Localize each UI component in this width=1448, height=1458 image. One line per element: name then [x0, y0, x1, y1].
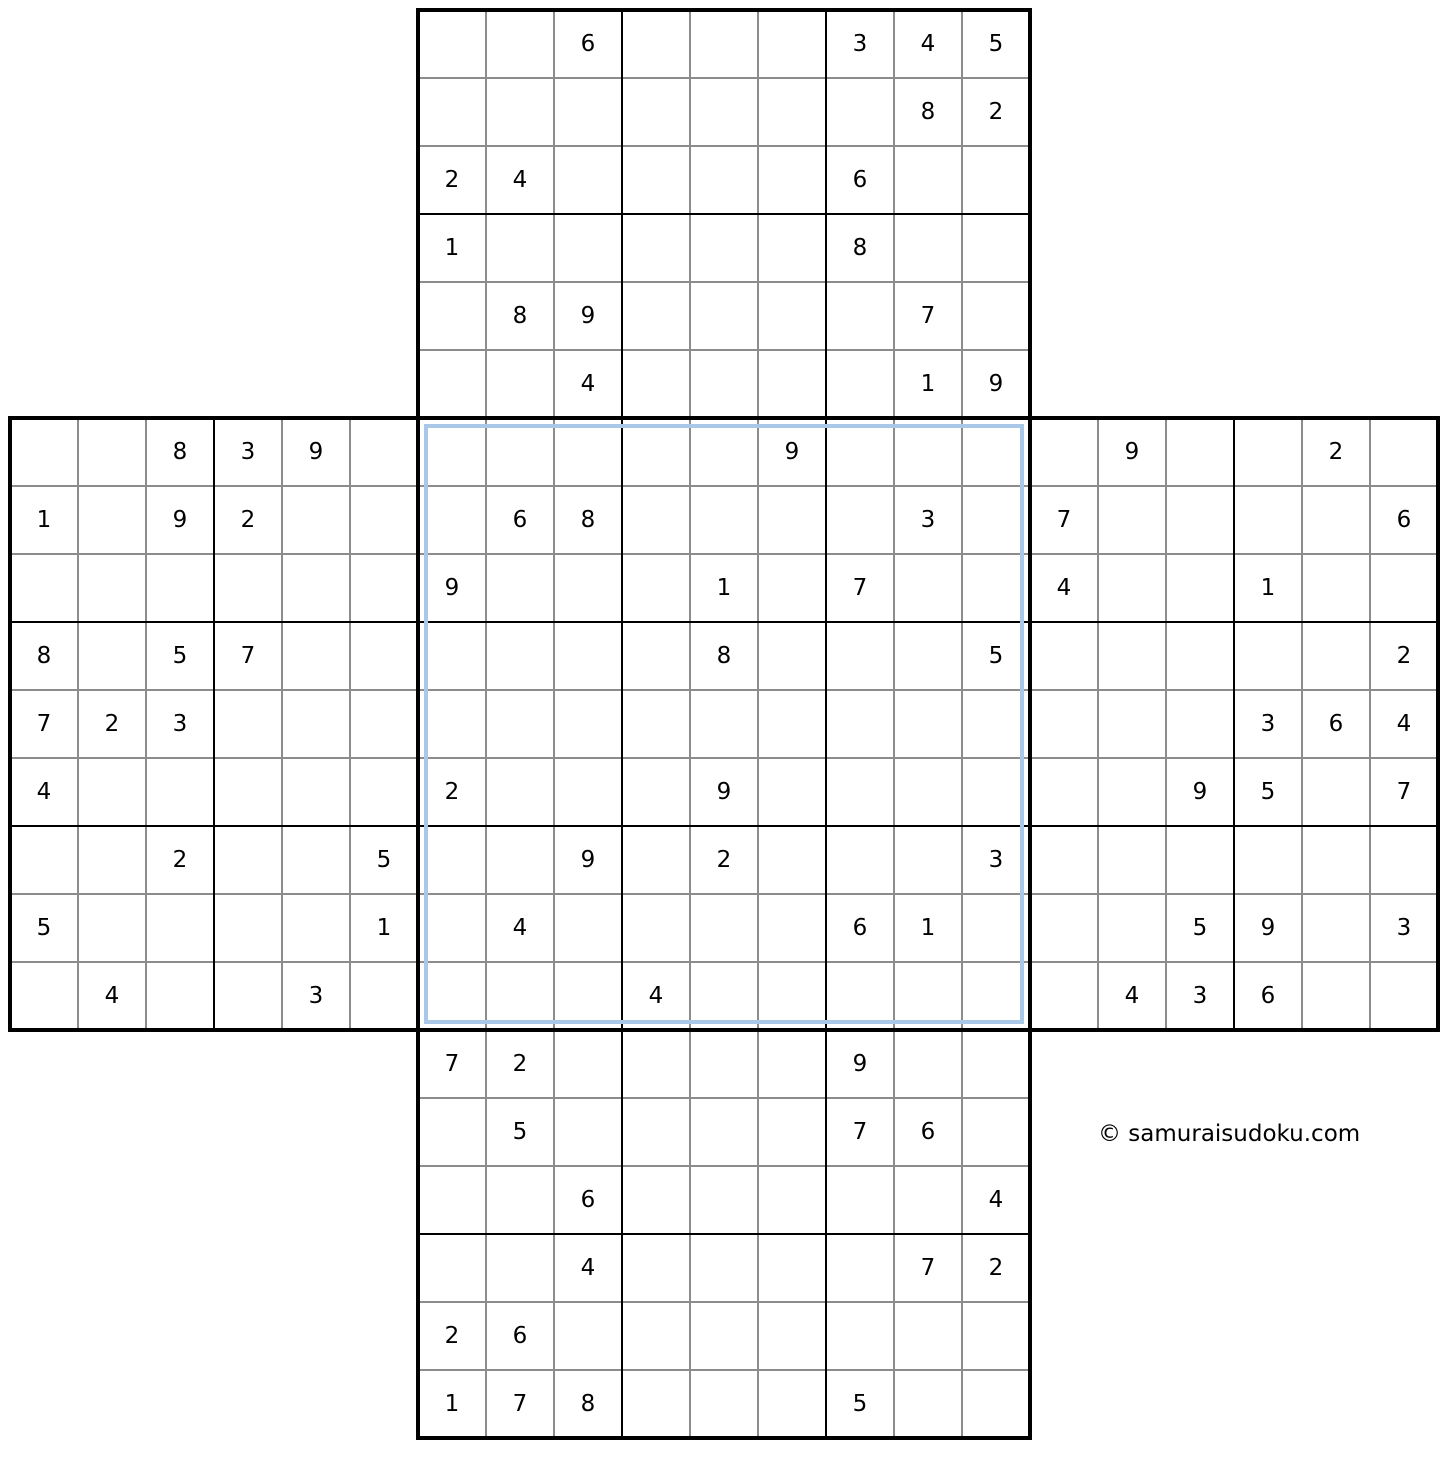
sudoku-cell[interactable]	[622, 282, 690, 350]
sudoku-cell[interactable]: 4	[962, 1166, 1030, 1234]
sudoku-cell[interactable]	[418, 10, 486, 78]
sudoku-cell[interactable]	[1302, 758, 1370, 826]
sudoku-cell[interactable]	[146, 894, 214, 962]
sudoku-cell[interactable]: 2	[1302, 418, 1370, 486]
sudoku-cell[interactable]	[78, 826, 146, 894]
sudoku-cell[interactable]: 3	[962, 826, 1030, 894]
sudoku-cell[interactable]	[962, 214, 1030, 282]
sudoku-cell[interactable]	[554, 894, 622, 962]
sudoku-cell[interactable]	[282, 826, 350, 894]
sudoku-cell[interactable]: 6	[1302, 690, 1370, 758]
sudoku-cell[interactable]	[1098, 826, 1166, 894]
sudoku-cell[interactable]: 7	[826, 554, 894, 622]
sudoku-cell[interactable]	[962, 894, 1030, 962]
sudoku-cell[interactable]	[418, 622, 486, 690]
sudoku-cell[interactable]	[622, 418, 690, 486]
sudoku-cell[interactable]	[758, 1166, 826, 1234]
sudoku-cell[interactable]: 3	[1234, 690, 1302, 758]
sudoku-cell[interactable]	[418, 1098, 486, 1166]
sudoku-cell[interactable]	[826, 690, 894, 758]
sudoku-cell[interactable]	[1302, 894, 1370, 962]
sudoku-cell[interactable]	[1030, 690, 1098, 758]
sudoku-cell[interactable]: 3	[146, 690, 214, 758]
sudoku-cell[interactable]: 2	[418, 758, 486, 826]
sudoku-cell[interactable]	[622, 1234, 690, 1302]
sudoku-cell[interactable]: 4	[622, 962, 690, 1030]
sudoku-cell[interactable]	[1166, 690, 1234, 758]
sudoku-cell[interactable]	[146, 758, 214, 826]
sudoku-cell[interactable]	[214, 690, 282, 758]
sudoku-cell[interactable]	[758, 214, 826, 282]
sudoku-cell[interactable]: 1	[418, 214, 486, 282]
sudoku-cell[interactable]	[1098, 894, 1166, 962]
sudoku-cell[interactable]	[690, 894, 758, 962]
sudoku-cell[interactable]	[1166, 486, 1234, 554]
sudoku-cell[interactable]	[894, 554, 962, 622]
sudoku-cell[interactable]	[214, 894, 282, 962]
sudoku-cell[interactable]	[690, 146, 758, 214]
sudoku-cell[interactable]: 3	[1370, 894, 1438, 962]
sudoku-cell[interactable]	[78, 758, 146, 826]
sudoku-cell[interactable]	[1166, 418, 1234, 486]
sudoku-cell[interactable]	[486, 1166, 554, 1234]
sudoku-cell[interactable]	[1166, 826, 1234, 894]
sudoku-cell[interactable]	[1234, 622, 1302, 690]
sudoku-cell[interactable]: 7	[1370, 758, 1438, 826]
sudoku-cell[interactable]: 4	[78, 962, 146, 1030]
sudoku-cell[interactable]	[894, 962, 962, 1030]
sudoku-cell[interactable]	[962, 1370, 1030, 1438]
sudoku-cell[interactable]	[418, 1234, 486, 1302]
sudoku-cell[interactable]: 9	[1234, 894, 1302, 962]
sudoku-cell[interactable]	[894, 1030, 962, 1098]
sudoku-cell[interactable]	[758, 1234, 826, 1302]
sudoku-cell[interactable]	[962, 1098, 1030, 1166]
sudoku-cell[interactable]	[894, 1166, 962, 1234]
sudoku-cell[interactable]	[1098, 690, 1166, 758]
sudoku-cell[interactable]	[1302, 486, 1370, 554]
sudoku-cell[interactable]: 8	[826, 214, 894, 282]
sudoku-cell[interactable]: 7	[894, 282, 962, 350]
sudoku-cell[interactable]	[554, 214, 622, 282]
sudoku-cell[interactable]	[690, 1370, 758, 1438]
sudoku-cell[interactable]: 8	[10, 622, 78, 690]
sudoku-cell[interactable]: 7	[418, 1030, 486, 1098]
sudoku-cell[interactable]: 2	[214, 486, 282, 554]
sudoku-cell[interactable]	[894, 758, 962, 826]
sudoku-cell[interactable]: 5	[962, 10, 1030, 78]
sudoku-cell[interactable]	[350, 486, 418, 554]
sudoku-cell[interactable]: 4	[554, 350, 622, 418]
sudoku-cell[interactable]: 5	[1166, 894, 1234, 962]
sudoku-cell[interactable]: 4	[1030, 554, 1098, 622]
sudoku-cell[interactable]	[622, 1098, 690, 1166]
sudoku-cell[interactable]	[214, 758, 282, 826]
sudoku-cell[interactable]	[758, 10, 826, 78]
sudoku-cell[interactable]	[486, 418, 554, 486]
sudoku-cell[interactable]	[78, 486, 146, 554]
sudoku-cell[interactable]	[622, 146, 690, 214]
sudoku-cell[interactable]	[1030, 894, 1098, 962]
sudoku-cell[interactable]: 6	[554, 10, 622, 78]
sudoku-cell[interactable]	[1370, 554, 1438, 622]
sudoku-cell[interactable]	[78, 894, 146, 962]
sudoku-cell[interactable]	[554, 622, 622, 690]
sudoku-cell[interactable]: 8	[486, 282, 554, 350]
sudoku-cell[interactable]	[758, 758, 826, 826]
sudoku-cell[interactable]: 6	[1234, 962, 1302, 1030]
sudoku-cell[interactable]	[10, 826, 78, 894]
sudoku-cell[interactable]: 9	[826, 1030, 894, 1098]
sudoku-cell[interactable]: 9	[554, 826, 622, 894]
sudoku-cell[interactable]	[826, 962, 894, 1030]
sudoku-cell[interactable]	[622, 554, 690, 622]
sudoku-cell[interactable]	[962, 282, 1030, 350]
sudoku-cell[interactable]	[690, 1030, 758, 1098]
sudoku-cell[interactable]	[758, 622, 826, 690]
sudoku-cell[interactable]: 7	[894, 1234, 962, 1302]
sudoku-cell[interactable]	[622, 214, 690, 282]
sudoku-cell[interactable]	[894, 146, 962, 214]
sudoku-cell[interactable]	[622, 894, 690, 962]
sudoku-cell[interactable]	[894, 214, 962, 282]
sudoku-cell[interactable]	[554, 1302, 622, 1370]
sudoku-cell[interactable]	[622, 1302, 690, 1370]
sudoku-cell[interactable]	[282, 758, 350, 826]
sudoku-cell[interactable]	[1234, 486, 1302, 554]
sudoku-cell[interactable]	[282, 622, 350, 690]
sudoku-cell[interactable]	[894, 418, 962, 486]
sudoku-cell[interactable]	[554, 78, 622, 146]
sudoku-cell[interactable]	[622, 690, 690, 758]
sudoku-cell[interactable]	[1030, 826, 1098, 894]
sudoku-cell[interactable]	[1234, 826, 1302, 894]
sudoku-cell[interactable]	[758, 146, 826, 214]
sudoku-cell[interactable]: 9	[146, 486, 214, 554]
sudoku-cell[interactable]	[758, 78, 826, 146]
sudoku-cell[interactable]	[894, 1302, 962, 1370]
sudoku-cell[interactable]	[554, 690, 622, 758]
sudoku-cell[interactable]	[622, 350, 690, 418]
sudoku-cell[interactable]	[486, 554, 554, 622]
sudoku-cell[interactable]: 3	[214, 418, 282, 486]
sudoku-cell[interactable]	[690, 78, 758, 146]
sudoku-cell[interactable]	[826, 1166, 894, 1234]
sudoku-cell[interactable]	[758, 1302, 826, 1370]
sudoku-cell[interactable]: 2	[418, 1302, 486, 1370]
sudoku-cell[interactable]	[282, 554, 350, 622]
sudoku-cell[interactable]	[1370, 962, 1438, 1030]
sudoku-cell[interactable]	[554, 1098, 622, 1166]
sudoku-cell[interactable]	[418, 78, 486, 146]
sudoku-cell[interactable]	[826, 78, 894, 146]
sudoku-cell[interactable]: 1	[1234, 554, 1302, 622]
sudoku-cell[interactable]	[1166, 622, 1234, 690]
sudoku-cell[interactable]: 3	[282, 962, 350, 1030]
sudoku-cell[interactable]: 5	[146, 622, 214, 690]
sudoku-cell[interactable]: 7	[1030, 486, 1098, 554]
sudoku-cell[interactable]	[10, 554, 78, 622]
sudoku-cell[interactable]: 6	[1370, 486, 1438, 554]
sudoku-cell[interactable]: 2	[486, 1030, 554, 1098]
sudoku-cell[interactable]	[486, 758, 554, 826]
sudoku-cell[interactable]	[962, 486, 1030, 554]
sudoku-cell[interactable]	[10, 418, 78, 486]
sudoku-cell[interactable]	[282, 486, 350, 554]
sudoku-cell[interactable]: 5	[962, 622, 1030, 690]
sudoku-cell[interactable]	[78, 418, 146, 486]
sudoku-cell[interactable]	[418, 282, 486, 350]
sudoku-cell[interactable]	[554, 146, 622, 214]
sudoku-cell[interactable]	[350, 962, 418, 1030]
sudoku-cell[interactable]	[622, 826, 690, 894]
sudoku-cell[interactable]	[690, 1098, 758, 1166]
sudoku-cell[interactable]	[622, 486, 690, 554]
sudoku-cell[interactable]: 5	[10, 894, 78, 962]
sudoku-cell[interactable]: 2	[1370, 622, 1438, 690]
sudoku-cell[interactable]	[962, 418, 1030, 486]
sudoku-cell[interactable]	[418, 1166, 486, 1234]
sudoku-cell[interactable]	[418, 350, 486, 418]
sudoku-cell[interactable]: 4	[1098, 962, 1166, 1030]
sudoku-cell[interactable]: 6	[486, 1302, 554, 1370]
sudoku-cell[interactable]	[10, 962, 78, 1030]
sudoku-cell[interactable]	[1030, 418, 1098, 486]
sudoku-cell[interactable]	[146, 554, 214, 622]
sudoku-cell[interactable]	[1030, 622, 1098, 690]
sudoku-cell[interactable]	[146, 962, 214, 1030]
sudoku-cell[interactable]	[350, 554, 418, 622]
sudoku-cell[interactable]	[690, 350, 758, 418]
sudoku-cell[interactable]	[758, 826, 826, 894]
sudoku-cell[interactable]	[350, 622, 418, 690]
sudoku-cell[interactable]	[1302, 826, 1370, 894]
sudoku-cell[interactable]	[1098, 486, 1166, 554]
sudoku-cell[interactable]	[894, 690, 962, 758]
sudoku-cell[interactable]	[486, 350, 554, 418]
sudoku-cell[interactable]	[1302, 622, 1370, 690]
sudoku-cell[interactable]	[1030, 758, 1098, 826]
sudoku-cell[interactable]	[486, 690, 554, 758]
sudoku-cell[interactable]	[962, 554, 1030, 622]
sudoku-cell[interactable]	[78, 554, 146, 622]
sudoku-cell[interactable]	[690, 282, 758, 350]
sudoku-cell[interactable]	[962, 690, 1030, 758]
sudoku-cell[interactable]: 4	[1370, 690, 1438, 758]
sudoku-cell[interactable]	[894, 826, 962, 894]
sudoku-cell[interactable]	[486, 10, 554, 78]
sudoku-cell[interactable]: 6	[554, 1166, 622, 1234]
sudoku-cell[interactable]	[622, 10, 690, 78]
sudoku-cell[interactable]	[486, 214, 554, 282]
sudoku-cell[interactable]: 5	[350, 826, 418, 894]
sudoku-cell[interactable]: 4	[486, 894, 554, 962]
sudoku-cell[interactable]	[1098, 622, 1166, 690]
sudoku-cell[interactable]	[826, 1234, 894, 1302]
sudoku-cell[interactable]: 1	[350, 894, 418, 962]
sudoku-cell[interactable]: 1	[894, 894, 962, 962]
sudoku-cell[interactable]	[1098, 554, 1166, 622]
sudoku-cell[interactable]	[418, 962, 486, 1030]
sudoku-cell[interactable]	[554, 554, 622, 622]
sudoku-cell[interactable]	[758, 486, 826, 554]
sudoku-cell[interactable]: 8	[554, 1370, 622, 1438]
sudoku-cell[interactable]	[1302, 962, 1370, 1030]
sudoku-cell[interactable]: 2	[962, 1234, 1030, 1302]
sudoku-cell[interactable]	[758, 690, 826, 758]
sudoku-cell[interactable]: 6	[826, 146, 894, 214]
sudoku-cell[interactable]: 1	[894, 350, 962, 418]
sudoku-cell[interactable]: 3	[1166, 962, 1234, 1030]
sudoku-cell[interactable]	[418, 826, 486, 894]
sudoku-cell[interactable]	[554, 1030, 622, 1098]
sudoku-cell[interactable]	[690, 486, 758, 554]
sudoku-cell[interactable]	[758, 282, 826, 350]
sudoku-cell[interactable]	[826, 1302, 894, 1370]
sudoku-cell[interactable]: 4	[554, 1234, 622, 1302]
sudoku-cell[interactable]: 7	[826, 1098, 894, 1166]
sudoku-cell[interactable]: 2	[690, 826, 758, 894]
sudoku-cell[interactable]	[78, 622, 146, 690]
sudoku-cell[interactable]: 2	[146, 826, 214, 894]
sudoku-cell[interactable]: 6	[826, 894, 894, 962]
sudoku-cell[interactable]: 6	[894, 1098, 962, 1166]
sudoku-cell[interactable]	[1030, 962, 1098, 1030]
sudoku-cell[interactable]	[826, 418, 894, 486]
sudoku-cell[interactable]	[894, 622, 962, 690]
sudoku-cell[interactable]: 6	[486, 486, 554, 554]
sudoku-cell[interactable]: 1	[418, 1370, 486, 1438]
sudoku-cell[interactable]	[350, 758, 418, 826]
sudoku-cell[interactable]: 8	[554, 486, 622, 554]
sudoku-cell[interactable]: 9	[1098, 418, 1166, 486]
sudoku-cell[interactable]	[418, 486, 486, 554]
sudoku-cell[interactable]	[826, 486, 894, 554]
sudoku-cell[interactable]	[690, 690, 758, 758]
sudoku-cell[interactable]: 9	[690, 758, 758, 826]
sudoku-cell[interactable]	[690, 1302, 758, 1370]
sudoku-cell[interactable]: 8	[894, 78, 962, 146]
sudoku-cell[interactable]	[826, 826, 894, 894]
sudoku-cell[interactable]	[894, 1370, 962, 1438]
sudoku-cell[interactable]: 8	[690, 622, 758, 690]
sudoku-cell[interactable]: 1	[10, 486, 78, 554]
sudoku-cell[interactable]: 9	[554, 282, 622, 350]
sudoku-cell[interactable]: 9	[962, 350, 1030, 418]
sudoku-cell[interactable]	[962, 1302, 1030, 1370]
sudoku-cell[interactable]: 5	[1234, 758, 1302, 826]
sudoku-cell[interactable]: 9	[282, 418, 350, 486]
sudoku-cell[interactable]	[486, 962, 554, 1030]
sudoku-cell[interactable]	[1302, 554, 1370, 622]
sudoku-cell[interactable]	[622, 78, 690, 146]
sudoku-cell[interactable]	[758, 1370, 826, 1438]
sudoku-cell[interactable]	[962, 1030, 1030, 1098]
sudoku-cell[interactable]	[1370, 418, 1438, 486]
sudoku-cell[interactable]	[826, 350, 894, 418]
sudoku-cell[interactable]	[1370, 826, 1438, 894]
sudoku-cell[interactable]: 9	[1166, 758, 1234, 826]
sudoku-cell[interactable]	[962, 962, 1030, 1030]
sudoku-cell[interactable]	[826, 622, 894, 690]
sudoku-cell[interactable]	[282, 690, 350, 758]
sudoku-cell[interactable]	[622, 622, 690, 690]
sudoku-cell[interactable]: 5	[826, 1370, 894, 1438]
sudoku-cell[interactable]	[758, 350, 826, 418]
sudoku-cell[interactable]	[826, 758, 894, 826]
sudoku-cell[interactable]	[826, 282, 894, 350]
sudoku-cell[interactable]	[690, 418, 758, 486]
sudoku-cell[interactable]	[554, 962, 622, 1030]
sudoku-cell[interactable]	[486, 1234, 554, 1302]
sudoku-cell[interactable]	[690, 10, 758, 78]
sudoku-cell[interactable]	[486, 826, 554, 894]
sudoku-cell[interactable]: 5	[486, 1098, 554, 1166]
sudoku-cell[interactable]	[1166, 554, 1234, 622]
sudoku-cell[interactable]	[758, 1030, 826, 1098]
sudoku-cell[interactable]: 1	[690, 554, 758, 622]
sudoku-cell[interactable]	[758, 962, 826, 1030]
sudoku-cell[interactable]	[418, 690, 486, 758]
sudoku-cell[interactable]	[690, 962, 758, 1030]
sudoku-cell[interactable]	[962, 146, 1030, 214]
sudoku-cell[interactable]: 4	[894, 10, 962, 78]
sudoku-cell[interactable]	[622, 1030, 690, 1098]
sudoku-cell[interactable]	[214, 962, 282, 1030]
sudoku-cell[interactable]: 7	[214, 622, 282, 690]
sudoku-cell[interactable]: 3	[894, 486, 962, 554]
sudoku-cell[interactable]	[486, 78, 554, 146]
sudoku-cell[interactable]	[962, 758, 1030, 826]
sudoku-cell[interactable]	[554, 418, 622, 486]
sudoku-cell[interactable]	[554, 758, 622, 826]
sudoku-cell[interactable]	[1098, 758, 1166, 826]
sudoku-cell[interactable]: 8	[146, 418, 214, 486]
sudoku-cell[interactable]	[690, 214, 758, 282]
sudoku-cell[interactable]: 7	[10, 690, 78, 758]
sudoku-cell[interactable]: 9	[418, 554, 486, 622]
sudoku-cell[interactable]: 7	[486, 1370, 554, 1438]
sudoku-cell[interactable]	[418, 894, 486, 962]
sudoku-cell[interactable]: 4	[486, 146, 554, 214]
sudoku-cell[interactable]: 4	[10, 758, 78, 826]
sudoku-cell[interactable]	[758, 1098, 826, 1166]
sudoku-cell[interactable]	[214, 554, 282, 622]
sudoku-cell[interactable]	[690, 1166, 758, 1234]
sudoku-cell[interactable]	[622, 758, 690, 826]
copyright-text: © samuraisudoku.com	[1098, 1121, 1361, 1147]
sudoku-cell[interactable]	[350, 690, 418, 758]
sudoku-cell[interactable]: 3	[826, 10, 894, 78]
sudoku-cell[interactable]	[486, 622, 554, 690]
sudoku-cell[interactable]	[758, 894, 826, 962]
sudoku-cell[interactable]	[622, 1166, 690, 1234]
sudoku-cell[interactable]: 9	[758, 418, 826, 486]
sudoku-cell[interactable]	[690, 1234, 758, 1302]
sudoku-cell[interactable]	[418, 418, 486, 486]
sudoku-cell[interactable]	[1234, 418, 1302, 486]
sudoku-cell[interactable]	[758, 554, 826, 622]
sudoku-cell[interactable]	[350, 418, 418, 486]
sudoku-cell[interactable]	[282, 894, 350, 962]
sudoku-cell[interactable]: 2	[962, 78, 1030, 146]
sudoku-cell[interactable]: 2	[78, 690, 146, 758]
sudoku-cell[interactable]	[622, 1370, 690, 1438]
sudoku-cell[interactable]: 2	[418, 146, 486, 214]
sudoku-cell[interactable]	[214, 826, 282, 894]
